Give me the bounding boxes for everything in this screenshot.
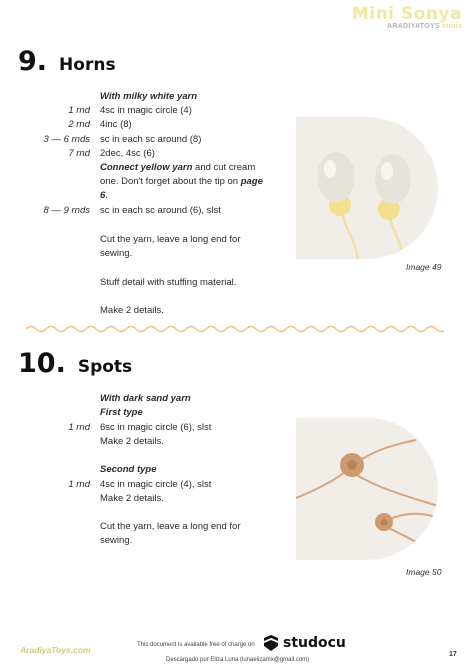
round-text: 4sc in magic circle (4), slst [100, 479, 212, 490]
section-name: Horns [59, 55, 116, 75]
round-label: 2 rnd [68, 119, 90, 130]
round-text: sc in each sc around (6), slst [100, 205, 221, 216]
footer-site-link[interactable]: AradiyaToys.com [20, 645, 91, 655]
brand-sub-main: ARADIYATOYS [386, 23, 440, 30]
brand-title: Mini Sonya [351, 4, 462, 24]
round-text: sc in each sc around (8) [100, 134, 202, 145]
spots-illustration [296, 418, 438, 560]
footer-note: This document is available free of charge on [137, 642, 255, 648]
round-text: 4inc (8) [100, 119, 132, 130]
horns-photo [296, 117, 438, 259]
round-label: 1 rnd [68, 422, 90, 433]
section-name: Spots [77, 357, 133, 377]
image-caption: Image 50 [406, 567, 442, 577]
connect-rest: and cut cream one. Don't forget about the tip on [100, 162, 256, 187]
round-label: 1 rnd [68, 105, 90, 116]
section-title-horns [18, 46, 116, 77]
brand-sub-minis: minis [442, 23, 462, 30]
connect-page-link: page 6 [100, 176, 263, 201]
studocu-text: studocu [283, 635, 346, 651]
round-text: 4sc in magic circle (4) [100, 105, 192, 116]
horns-illustration [296, 117, 438, 259]
studocu-icon [262, 635, 280, 651]
round-label: 7 rnd [68, 148, 90, 159]
round-label: 1 rnd [68, 479, 90, 490]
section-number: 9. [18, 46, 48, 77]
round-label: 3 — 6 rnds [43, 134, 90, 145]
download-note: Descargado por Eliza Luna (lunaelizamx@gmail.com) [166, 657, 310, 663]
image-caption: Image 49 [406, 262, 442, 272]
brand-header [352, 5, 462, 30]
round-text: 2dec, 4sc (6) [100, 148, 155, 159]
section-title-spots [18, 348, 132, 379]
section-number: 10. [18, 348, 66, 379]
connect-bold: Connect yellow yarn [100, 162, 193, 173]
brand-subtitle [352, 23, 462, 30]
wavy-divider [26, 323, 444, 335]
spots-photo [296, 418, 438, 560]
round-text: 6sc in magic circle (6), slst [100, 422, 212, 433]
page-number: 17 [449, 651, 457, 658]
round-label: 8 — 9 rnds [43, 205, 90, 216]
studocu-logo[interactable] [262, 635, 346, 651]
